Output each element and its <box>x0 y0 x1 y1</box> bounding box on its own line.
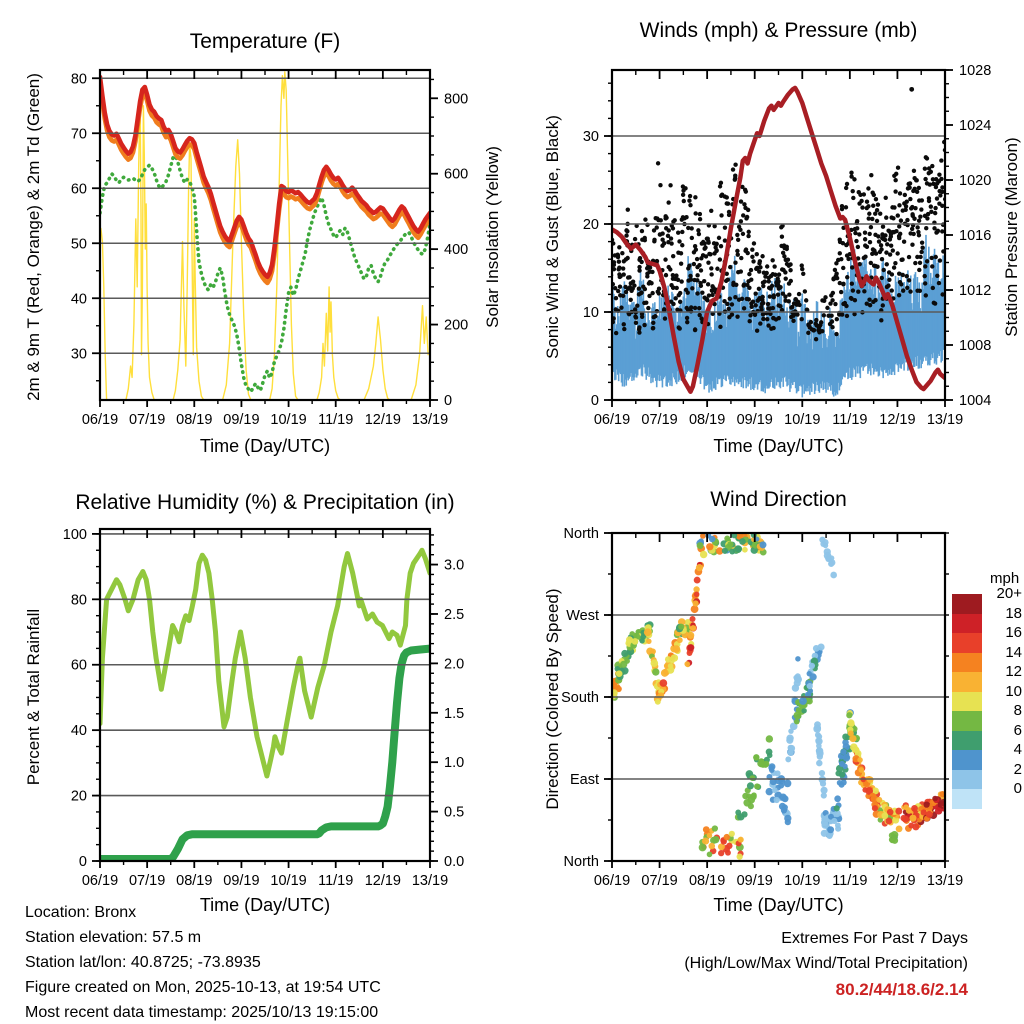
series-temperature_9m <box>100 83 430 283</box>
svg-text:12/19: 12/19 <box>879 412 916 428</box>
svg-text:West: West <box>566 608 599 624</box>
colorbar-label: 2 <box>1013 760 1022 778</box>
footer-created: Figure created on Mon, 2025-10-13, at 19:54 UTC <box>25 979 381 996</box>
colorbar-label: 0 <box>1013 780 1022 797</box>
svg-text:400: 400 <box>444 242 469 259</box>
winds_pressure-plot <box>583 63 991 428</box>
svg-text:11/19: 11/19 <box>318 412 354 428</box>
svg-text:East: East <box>569 772 599 788</box>
svg-text:13/19: 13/19 <box>411 412 449 428</box>
colorbar-label: 16 <box>1005 624 1022 641</box>
svg-text:30: 30 <box>70 346 87 363</box>
svg-text:60: 60 <box>70 657 87 674</box>
svg-text:07/19: 07/19 <box>641 873 678 889</box>
svg-text:12/19: 12/19 <box>879 873 916 889</box>
ylabel-humidity-left: Percent & Total Rainfall <box>24 608 43 786</box>
svg-text:0: 0 <box>78 854 87 870</box>
colorbar-band-0 <box>952 789 982 809</box>
svg-text:0.0: 0.0 <box>444 854 465 870</box>
panel-title-humidity-precip: Relative Humidity (%) & Precipitation (in) <box>75 491 455 514</box>
svg-text:600: 600 <box>444 166 469 183</box>
colorbar-band-12 <box>952 672 982 692</box>
svg-text:13/19: 13/19 <box>926 873 964 889</box>
ylabel-temperature-left: 2m & 9m T (Red, Orange) & 2m Td (Green) <box>24 73 43 401</box>
colorbar-band-4 <box>952 750 982 770</box>
svg-text:30: 30 <box>582 129 599 145</box>
svg-text:North: North <box>563 854 599 870</box>
svg-text:11/19: 11/19 <box>832 412 868 428</box>
svg-text:200: 200 <box>444 317 469 334</box>
svg-text:0: 0 <box>590 393 599 409</box>
svg-text:13/19: 13/19 <box>411 873 449 889</box>
svg-text:50: 50 <box>70 236 87 253</box>
colorbar-label: 12 <box>1005 663 1022 680</box>
svg-text:South: South <box>561 690 599 706</box>
footer-latlon: Station lat/lon: 40.8725; -73.8935 <box>25 954 261 971</box>
svg-text:800: 800 <box>444 91 469 108</box>
svg-text:60: 60 <box>70 181 87 198</box>
colorbar-band-6 <box>952 731 982 751</box>
colorbar-label: 18 <box>1005 604 1022 622</box>
colorbar-label: 10 <box>1005 682 1022 700</box>
colorbar-band-16 <box>952 633 982 653</box>
svg-text:06/19: 06/19 <box>593 873 631 889</box>
colorbar-label: 4 <box>1013 741 1022 758</box>
svg-text:1.5: 1.5 <box>444 705 465 722</box>
colorbar-band-20+ <box>952 594 982 614</box>
svg-text:1.0: 1.0 <box>444 755 465 772</box>
svg-text:13/19: 13/19 <box>926 412 964 428</box>
svg-text:08/19: 08/19 <box>176 412 213 428</box>
svg-text:07/19: 07/19 <box>641 412 678 428</box>
svg-text:07/19: 07/19 <box>128 412 166 428</box>
series-relative_humidity <box>100 550 430 776</box>
svg-text:09/19: 09/19 <box>736 873 773 889</box>
colorbar-band-14 <box>952 653 982 673</box>
colorbar-band-2 <box>952 770 982 790</box>
series-temperature_2m <box>100 77 430 277</box>
xlabel-humidity: Time (Day/UTC) <box>199 895 331 915</box>
svg-text:20: 20 <box>582 217 599 233</box>
panel-title-temperature: Temperature (F) <box>189 30 341 53</box>
ylabel-wind-left: Sonic Wind & Gust (Blue, Black) <box>543 115 562 359</box>
extremes-title: Extremes For Past 7 Days <box>781 930 968 947</box>
svg-text:2.5: 2.5 <box>444 606 465 623</box>
ylabel-solar-right: Solar Insolation (Yellow) <box>483 146 502 328</box>
svg-text:10/19: 10/19 <box>270 873 307 889</box>
svg-text:07/19: 07/19 <box>128 873 166 889</box>
svg-text:40: 40 <box>70 723 87 740</box>
panel-title-winds-pressure: Winds (mph) & Pressure (mb) <box>639 19 918 42</box>
xlabel-winds: Time (Day/UTC) <box>713 436 844 456</box>
svg-text:10/19: 10/19 <box>270 412 307 428</box>
extremes-subtitle: (High/Low/Max Wind/Total Precipitation) <box>684 955 968 972</box>
series-solar_insolation <box>100 72 430 400</box>
svg-text:12/19: 12/19 <box>364 873 402 889</box>
svg-text:1012: 1012 <box>959 283 992 299</box>
svg-text:09/19: 09/19 <box>223 873 260 889</box>
temperature-plot <box>71 70 468 428</box>
svg-text:12/19: 12/19 <box>364 412 402 428</box>
speed-colorbar <box>952 594 982 809</box>
svg-text:08/19: 08/19 <box>176 873 213 889</box>
ylabel-direction-left: Direction (Colored By Speed) <box>543 588 562 810</box>
svg-text:40: 40 <box>70 291 87 308</box>
svg-text:70: 70 <box>70 126 87 143</box>
svg-text:20: 20 <box>70 788 87 805</box>
svg-text:0.5: 0.5 <box>444 804 465 821</box>
footer-location: Location: Bronx <box>25 904 137 921</box>
svg-text:1020: 1020 <box>959 173 992 189</box>
series-total_precipitation <box>100 649 430 859</box>
speed-colorbar-title: mph <box>990 570 1020 587</box>
svg-text:08/19: 08/19 <box>688 873 726 889</box>
ylabel-pressure-right: Station Pressure (Maroon) <box>1002 137 1021 337</box>
svg-text:100: 100 <box>62 526 87 543</box>
svg-text:1028: 1028 <box>959 63 992 79</box>
humidity_precip-plot <box>63 527 464 889</box>
svg-text:10/19: 10/19 <box>784 412 821 428</box>
svg-text:1016: 1016 <box>959 228 992 244</box>
svg-text:80: 80 <box>70 592 87 609</box>
svg-text:06/19: 06/19 <box>593 412 631 428</box>
svg-text:06/19: 06/19 <box>81 412 119 428</box>
colorbar-label: 20+ <box>996 585 1022 602</box>
colorbar-band-8 <box>952 711 982 731</box>
colorbar-band-18 <box>952 614 982 634</box>
svg-text:0: 0 <box>444 393 453 409</box>
svg-text:80: 80 <box>70 71 87 88</box>
svg-text:09/19: 09/19 <box>736 412 773 428</box>
xlabel-direction: Time (Day/UTC) <box>713 895 844 915</box>
footer-elevation: Station elevation: 57.5 m <box>25 929 202 946</box>
xlabel-temperature: Time (Day/UTC) <box>199 436 331 456</box>
colorbar-band-10 <box>952 692 982 712</box>
svg-text:1004: 1004 <box>959 393 992 409</box>
svg-text:09/19: 09/19 <box>223 412 260 428</box>
svg-text:1008: 1008 <box>959 338 992 354</box>
svg-text:3.0: 3.0 <box>444 557 465 574</box>
panel-title-wind-direction: Wind Direction <box>710 488 847 511</box>
svg-text:10: 10 <box>582 305 599 321</box>
svg-text:11/19: 11/19 <box>318 873 354 889</box>
extremes-values: 80.2/44/18.6/2.14 <box>835 980 968 999</box>
colorbar-label: 6 <box>1013 721 1022 739</box>
svg-text:2.0: 2.0 <box>444 656 465 673</box>
footer-timestamp: Most recent data timestamp: 2025/10/13 19:15:00 <box>25 1004 379 1021</box>
colorbar-label: 14 <box>1005 643 1022 661</box>
svg-text:10/19: 10/19 <box>784 873 821 889</box>
wind_direction-plot <box>561 526 963 889</box>
svg-text:06/19: 06/19 <box>81 873 119 889</box>
svg-text:11/19: 11/19 <box>832 873 868 889</box>
svg-text:North: North <box>563 526 599 542</box>
colorbar-label: 8 <box>1013 702 1022 719</box>
svg-text:08/19: 08/19 <box>688 412 726 428</box>
svg-text:1024: 1024 <box>959 118 992 134</box>
